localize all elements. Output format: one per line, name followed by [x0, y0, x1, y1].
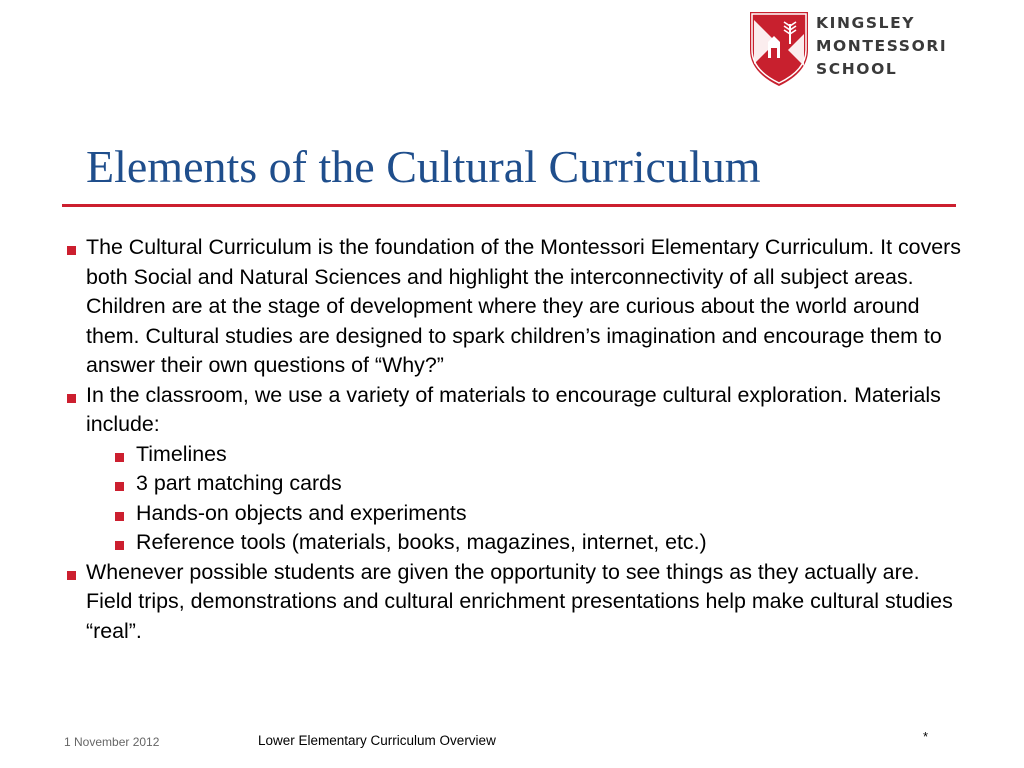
slide-title: Elements of the Cultural Curriculum: [86, 141, 761, 192]
paragraph-text: The Cultural Curriculum is the foundation of the Montessori Elementary Curriculum. It covers both Social and Natural Sciences and highlight the interconnectivity of all subject areas. Children are at the stage of development where they are curious about the world around them. Cultural studies are designed to spark children’s imagination and encourage them to answer their own questions of “Why?”: [86, 235, 961, 377]
square-bullet-icon: [115, 512, 124, 521]
paragraph-field-trips: [86, 558, 966, 647]
slide-body: [86, 233, 966, 646]
materials-list: [86, 440, 966, 558]
paragraph-foundation: [86, 233, 966, 381]
list-item: [86, 499, 966, 529]
paragraph-text: In the classroom, we use a variety of materials to encourage cultural exploration. Materials include:: [86, 382, 941, 436]
list-item-label: Reference tools (materials, books, magazines, internet, etc.): [136, 530, 707, 554]
logo-line-school: SCHOOL: [816, 60, 898, 78]
paragraph-text: Whenever possible students are given the opportunity to see things as they actually are. Field trips, demonstrations and cultural enrichment presentations help make cultural studies “real”.: [86, 559, 953, 643]
footer-page-number: *: [923, 729, 929, 744]
school-logo: [748, 10, 958, 88]
footer-title: Lower Elementary Curriculum Overview: [258, 733, 496, 748]
logo-line-kingsley: KINGSLEY: [816, 14, 916, 32]
list-item: [86, 440, 966, 470]
list-item-label: 3 part matching cards: [136, 471, 342, 495]
title-underline: [62, 204, 956, 207]
list-item-label: Hands-on objects and experiments: [136, 500, 467, 525]
square-bullet-icon: [67, 394, 76, 403]
list-item: [86, 528, 966, 558]
square-bullet-icon: [115, 453, 124, 462]
footer-date: 1 November 2012: [64, 735, 160, 749]
logo-line-montessori: MONTESSORI: [816, 37, 948, 55]
square-bullet-icon: [115, 541, 124, 550]
square-bullet-icon: [67, 246, 76, 255]
list-item: [86, 469, 966, 499]
shield-crest-icon: [748, 10, 810, 88]
list-item-label: Timelines: [136, 441, 227, 466]
logo-wordmark: [816, 12, 947, 81]
square-bullet-icon: [115, 482, 124, 491]
square-bullet-icon: [67, 571, 76, 580]
paragraph-materials-intro: [86, 381, 966, 440]
